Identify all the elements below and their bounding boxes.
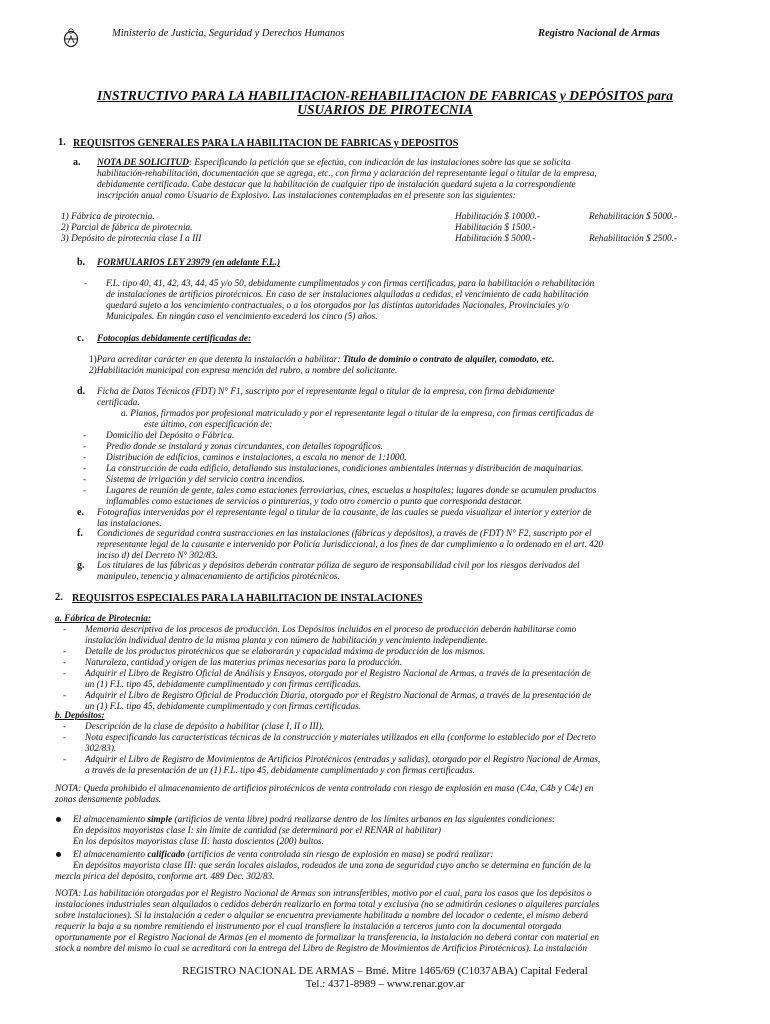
nota-habilitacion-line: oportunamente por el Registro Nacional de Armas (en el momento de formalizar la transferencia, la instalación no deberá contar con material en [55, 933, 599, 943]
ministry-name: Ministerio de Justicia, Seguridad y Derechos Humanos [112, 28, 345, 39]
item-d-line-2: certificada. [97, 398, 140, 408]
fabrica-item: Adquirir el Libro de Registro Oficial de Producción Diaria, otorgado por el Registro Nacional de Armas, a través de la presentación de [85, 691, 592, 701]
calificado-line-3: mezcla pírica del depósito, conforme art. 489 Dec. 302/83. [55, 872, 275, 882]
footer-address: REGISTRO NACIONAL DE ARMAS – Bmé. Mitre 1465/69 (C1037ABA) Capital Federal [182, 965, 588, 977]
deposito-item: Nota especificando las características técnicas de la construcción y materiales utilizados en ella (conforme lo establecido por el Decreto [85, 733, 596, 743]
item-b-line-1: F.L. tipo 40, 41, 42, 43, 44, 45 y/o 50, debidamente cumplimentados y con firmas certificadas, para la habilitación o rehabilitación [106, 279, 595, 289]
deposito-item: Descripción de la clase de depósito a habilitar (clase I, II o III). [85, 722, 325, 732]
planos-spec-item: Sistema de irrigación y del servicio contra incendios. [106, 475, 305, 485]
simple-post: (artificios de venta libre) podrá realizarse dentro de los límites urbanos en las siguientes condiciones: [172, 815, 556, 825]
item-g-letter: g. [77, 560, 85, 571]
nota-habilitacion-line: sobre instalaciones). Si la instalación a ceder o alquilar se encuentra previamente habilitada a nombre del locador o cedente, el mismo deberá [55, 911, 589, 921]
planos-spec-lugares-2: inflamables como estaciones de servicios o pinturerías, y todo otro comercio o punto que corresponda destacar. [106, 497, 523, 507]
simple-bold: simple [147, 815, 173, 825]
item-f-line-2: representante legal de la causante e intervenido por Policía Jurisdiccional, a los fines de dar cumplimiento a lo ordenado en el art. 420 [97, 540, 604, 550]
nota-habilitacion-line: requerir la baja a su nombre remitiendo el instrumento por el cual transfiere la instalación a terceros junto con la documental otorgada [55, 922, 562, 932]
title-line-1: INSTRUCTIVO PARA LA HABILITACION-REHABILITACION DE FABRICAS y DEPÓSITOS para [97, 88, 673, 103]
registry-name: Registro Nacional de Armas [538, 28, 660, 39]
fee-item: 1) Fábrica de pirotecnia. [61, 212, 155, 222]
fabrica-item-cont: un (1) F.L. tipo 45, debidamente cumplimentado y con firmas certificadas. [85, 702, 362, 712]
item-c-line-2: 2)Habilitación municipal con expresa mención del rubro, a nombre del solicitante. [89, 366, 398, 376]
fabrica-item: Detalle de los productos pirotécnicos que se elaborarán y capacidad máxima de producción de los mismos. [85, 647, 486, 657]
item-g-line-2: manipuleo, tenencia y almacenamiento de artificios pirotécnicos. [97, 572, 340, 582]
titulo-dominio-text: Titulo de dominio o contrato de alquiler, comodato, etc. [342, 355, 555, 365]
item-a-line-2: habilitación-rehabilitación, documentación que se agrega, etc., con firma y aclaración del representante legal o titular de la empresa, [97, 169, 597, 179]
national-seal-icon [62, 28, 80, 48]
item-a-line-1: : Especificando la petición que se efectúa, con indicación de las instalaciones sobre las que se solicita [188, 158, 571, 168]
item-a-letter: a. [73, 157, 81, 168]
nota-prohibicion-line-1: NOTA: Queda prohibido el almacenamiento de artificios pirotécnicos de venta controlada con riesgo de explosión en masa (C4a, C4b y C4c) en [55, 784, 594, 794]
item-e-line-1: Fotografías intervenidas por el representante legal o titular de la causante, de las cuales se pueda visualizar el interior y exterior de [97, 508, 592, 518]
planos-spec-item: Distribución de edificios, caminos e instalaciones, a escala no menor de 1:1000. [106, 453, 407, 463]
nota-habilitacion-line: NOTA: Las habilitación otorgadas por el Registro Nacional de Armas son intransferibles, motivo por el cual, para los casos que los depósitos o [55, 889, 592, 899]
item-d-letter: d. [77, 386, 86, 397]
deposito-item-cont: a través de la presentación de un (1) F.L. tipo 45, debidamente cumplimentado y con firmas certificadas. [85, 766, 475, 776]
planos-spec-item: Predio donde se instalará y zonas circundantes, con detalles topográficos. [106, 442, 383, 452]
planos-spec-item: Domicilio del Depósito o Fábrica. [106, 431, 235, 441]
fee-rehabilitacion: Rehabilitación $ 2500.- [589, 234, 678, 244]
footer-contact: Tel.: 4371-8989 – www.renar.gov.ar [305, 978, 465, 990]
fotocopias-label: Fotocopias debidamente certificadas de: [97, 334, 252, 344]
fee-item: 2) Parcial de fábrica de pirotecnia. [61, 223, 193, 233]
calificado-line-2: En depósitos mayorista clase III: que serán locales aislados, rodeados de una zona de seguridad cuyo ancho se determina en función de la [73, 861, 591, 871]
fee-habilitacion: Habilitación $ 5000.- [455, 234, 536, 244]
fee-habilitacion: Habilitación $ 1500.- [455, 223, 536, 233]
nota-habilitacion-line: stock a nombre del mismo lo cual se acreditará con la entrega del Libro de Registro de Movimientos de Artificios Pirotécnicos). La instalación [55, 944, 587, 954]
item-a-line-3: debidamente certificada. Cabe destacar que la habilitación de cualquier tipo de instalación quedará sujeta a la correspondiente [97, 180, 576, 190]
fabrica-item: Memoria descriptiva de los procesos de producción. Los Depósitos incluidos en el proceso de producción deberán habilitarse como [85, 625, 577, 635]
calificado-bold: calificado [147, 850, 186, 860]
item-b-line-2: de instalaciones de artificios pirotécnicos. En caso de ser instalaciones alquiladas a cedidas, el vencimiento de cada habilitación [106, 290, 589, 300]
simple-pre: El almacenamiento [73, 815, 148, 825]
item-b-letter: b. [77, 257, 86, 268]
planos-spec-lugares-1: Lugares de reunión de gente, tales como estaciones ferroviarias, cines, escuelas u hospitales; lugares donde se acumulen productos [106, 486, 597, 496]
fee-rehabilitacion: Rehabilitación $ 5000.- [589, 212, 678, 222]
fabrica-item-cont: instalación individual dentro de la misma planta y con número de habilitación y vencimiento independiente. [85, 636, 488, 646]
document-title [40, 89, 730, 117]
nota-solicitud-label: NOTA DE SOLICITUD [97, 158, 189, 168]
item-e-line-2: las instalaciones. [97, 519, 162, 529]
title-line-2: USUARIOS DE PIROTECNIA [297, 102, 473, 117]
fabrica-item-cont: un (1) F.L. tipo 45, debidamente cumplimentado y con firmas certificadas. [85, 680, 362, 690]
item-e-letter: e. [77, 507, 84, 518]
nota-prohibicion-line-2: zonas densamente pobladas. [55, 795, 162, 805]
calificado-post: (artificios de venta controlada sin riesgo de explosión en masa) se podrá realizar: [185, 850, 494, 860]
item-b-line-3: quedará sujeto a los vencimiento contractuales, o a los otorgados por las distintas autoridades Nacionales, Provinciales y/o [106, 301, 570, 311]
planos-spec-item: La construcción de cada edificio, detallando sus instalaciones, condiciones ambientales internas y distribución de maquinarias. [106, 464, 584, 474]
section-1-heading: REQUISITOS GENERALES PARA LA HABILITACION DE FABRICAS y DEPOSITOS [73, 138, 459, 149]
item-a-line-4: inscripción anual como Usuario de Explosivo. Las instalaciones contempladas en el presente son las siguientes: [97, 191, 516, 201]
document-page: Ministerio de Justicia, Seguridad y Derechos Humanos Registro Nacional de Armas INSTRUCTIVO PARA LA HABILITACION-REHABILITACION DE FABRICAS y DEPÓSITOS para USUARIOS DE PIROTECNIA 1. REQUISITOS GENERALES PARA LA HABILITACION DE FABRICAS y DEPOSITOS a. NOTA DE SOLICITUD: Especificando la petición que se efectúa, con indicación de las instalaciones sobre las que se solicita habilitación-rehabilitación, documentación que se agrega, etc., con firma y aclaración del representante legal o titular de la empresa, debidamente certificada. Cabe destacar que la habilitación de cualquier tipo de instalación quedará sujeta a la correspondiente inscripción anual como Usuario de Explosivo. Las instalaciones contempladas en el presente son las siguientes: 1) Fábrica de pirotecnia. Habilitación $ 10000.- Rehabilitación $ 5000.- 2) Parcial de fábrica de pirotecnia. Habilitación $ 1500.- 3) Depósito de pirotecnia clase I a III Habilitación $ 5000.- Rehabilitación $ 2500.- b. FORMULARIOS LEY 23979 (en adelante F.L.) - F.L. tipo 40, 41, 42, 43, 44, 45 y/o 50, debidamente cumplimentados y con firmas certificadas, para la habilitación o rehabilitación de instalaciones de artificios pirotécnicos. En caso de ser instalaciones alquiladas a cedidas, el vencimiento de cada habilitación quedará sujeto a los vencimiento contractuales, o a los otorgados por las distintas autoridades Nacionales, Provinciales y/o Municipales. En ningún caso el vencimiento excederá los cinco (5) años. c. Fotocopias debidamente certificadas de: 1)Para acreditar carácter en que detenta la instalación a habilitar: Titulo de dominio o contrato de alquiler, comodato, etc. 2)Habilitación municipal con expresa mención del rubro, a nombre del solicitante. d. Ficha de Datos Técnicos (FDT) N° F1, suscripto por el representante legal o titular de la empresa, con firma debidamente certificada. a. Planos, firmados por profesional matriculado y por el representante legal o titular de la empresa, con firmas certificadas de este último, con especificación de: - Domicilio del Depósito o Fábrica. - Predio donde se instalará y zonas circundantes, con detalles topográficos. - Distribución de edificios, caminos e instalaciones, a escala no menor de 1:1000. - La construcción de cada edificio, detallando sus instalaciones, condiciones ambientales internas y distribución de maquinarias. - Sistema de irrigación y del servicio contra incendios. - Lugares de reunión de gente, tales como estaciones ferroviarias, cines, escuelas u hospitales; lugares donde se acumulen productos inflamables como estaciones de servicios o pinturerías, y todo otro comercio o punto que corresponda destacar. e. Fotografías intervenidas por el representante legal o titular de la causante, de las cuales se pueda visualizar el interior y exterior de las instalaciones. f. Condiciones de seguridad contra sustracciones en las instalaciones (fábricas y depósitos), a través de (FDT) N° F2, suscripto por el representante legal de la causante e intervenido por Policía Jurisdiccional, a los fines de dar cumplimiento a lo ordenado en el art. 420 inciso d) del Decreto N° 302/83. g. Los titulares de las fábricas y depósitos deberán contratar póliza de seguro de responsabilidad civil por los riesgos derivados del manipuleo, tenencia y almacenamiento de artificios pirotécnicos. 2. REQUISITOS ESPECIALES PARA LA HABILITACION DE INSTALACIONES a. Fábrica de Pirotecnia: - Memoria descriptiva de los procesos de producción. Los Depósitos incluidos en el proceso de producción deberán habilitarse como instalación individual dentro de la misma planta y con número de habilitación y vencimiento independiente. - Detalle de los productos pirotécnicos que se elaborarán y capacidad máxima de producción de los mismos. - Naturaleza, cantidad y origen de las materias primas necesarias para la producción. - Adquirir el Libro de Registro Oficial de Análisis y Ensayos, otorgado por el Registro Nacional de Armas, a través de la presentación de un (1) F.L. tipo 45, debidamente cumplimentado y con firmas certificadas. - Adquirir el Libro de Registro Oficial de Producción Diaria, otorgado por el Registro Nacional de Armas, a través de la presentación de un (1) F.L. tipo 45, debidamente cumplimentado y con firmas certificadas. b. Depósitos: - Descripción de la clase de depósito a habilitar (clase I, II o III). - Nota especificando las características técnicas de la construcción y materiales utilizados en ella (conforme lo establecido por el Decreto 302/83). - Adquirir el Libro de Registro de Movimientos de Artificios Pirotécnicos (entradas y salidas), otorgado por el Registro Nacional de Armas, a través de la presentación de un (1) F.L. tipo 45, debidamente cumplimentado y con firmas certificadas. NOTA: Queda prohibido el almacenamiento de artificios pirotécnicos de venta controlada con riesgo de explosión en masa (C4a, C4b y C4c) en zonas densamente pobladas. El almacenamiento simple (artificios de venta libre) podrá realizarse dentro de los límites urbanos en las siguientes condiciones: En depósitos mayoristas clase I: sin límite de cantidad (se determinará por el RENAR al habilitar) En los depósitos mayoristas clase II: hasta doscientos (200) bultos. El almacenamiento calificado (artificios de venta controlada sin riesgo de explosión en masa) se podrá realizar: En depósitos mayorista clase III: que serán locales aislados, rodeados de una zona de seguridad cuyo ancho se determina en función de la mezcla pírica del depósito, conforme art. 489 Dec. 302/83. NOTA: Las habilitación otorgadas por el Registro Nacional de Armas son intransferibles, motivo por el cual, para los casos que los depósitos o instalaciones industriales sean alquilados o cedidos deberán realizarlo en forma total y exclusiva (no se admitirán cesiones o alquileres parciales sobre instalaciones). Si la instalación a ceder o alquilar se encuentra previamente habilitada a nombre del locador o cedente, el mismo deberá requerir la baja a su nombre remitiendo el instrumento por el cual transfiere la instalación a terceros junto con la documental otorgada oportunamente por el Registro Nacional de Armas (en el momento de formalizar la transferencia, la instalación no deberá contar con material en stock a nombre del mismo lo cual se acreditará con la entrega del Libro de Registro de Movimientos de Artificios Pirotécnicos). La instalación REGISTRO NACIONAL DE ARMAS – Bmé. Mitre 1465/69 (C1037ABA) Capital Federal Tel.: 4371-8989 – www.renar.gov.ar [0, 0, 770, 1024]
deposito-item-cont: 302/83). [85, 744, 117, 754]
section-2-number: 2. [55, 592, 63, 603]
item-c-letter: c. [77, 333, 84, 344]
fee-habilitacion: Habilitación $ 10000.- [455, 212, 540, 222]
fabrica-item: Adquirir el Libro de Registro Oficial de Análisis y Ensayos, otorgado por el Registro Nacional de Armas, a través de la presentación de [85, 669, 591, 679]
item-g-line-1: Los titulares de las fábricas y depósitos deberán contratar póliza de seguro de responsabilidad civil por los riesgos derivados del [97, 561, 580, 571]
nota-habilitacion-line: instalaciones industriales sean alquilados o cedidos deberán realizarlo en forma total y exclusiva (no se admitirán cesiones o alquileres parciales [55, 900, 600, 910]
item-d-line-1: Ficha de Datos Técnicos (FDT) N° F1, suscripto por el representante legal o titular de la empresa, con firma debidamente [97, 387, 555, 397]
deposito-item: Adquirir el Libro de Registro de Movimientos de Artificios Pirotécnicos (entradas y salidas), otorgado por el Registro Nacional de Armas, [85, 755, 601, 765]
section-1-number: 1. [58, 137, 66, 148]
bullet-icon [56, 852, 61, 857]
fabrica-pirotecnia-label: a. Fábrica de Pirotecnia: [55, 614, 152, 624]
simple-line-2: En depósitos mayoristas clase I: sin límite de cantidad (se determinará por el RENAR al habilitar) [73, 826, 441, 836]
item-f-line-1: Condiciones de seguridad contra sustracciones en las instalaciones (fábricas y depósitos), a través de (FDT) N° F2, suscripto por el [97, 529, 592, 539]
depositos-label: b. Depósitos: [55, 711, 105, 721]
fee-item: 3) Depósito de pirotecnia clase I a III [61, 234, 202, 244]
bullet-icon [56, 817, 61, 822]
page-header [0, 28, 770, 44]
fabrica-item: Naturaleza, cantidad y origen de las materias primas necesarias para la producción. [85, 658, 403, 668]
item-d-planos-1: a. Planos, firmados por profesional matriculado y por el representante legal o titular de la empresa, con firmas certificadas de [121, 409, 594, 419]
section-2-heading: REQUISITOS ESPECIALES PARA LA HABILITACION DE INSTALACIONES [72, 593, 423, 604]
calificado-pre: El almacenamiento [73, 850, 148, 860]
item-c-num-1: 1) [89, 355, 97, 365]
item-f-letter: f. [77, 528, 83, 539]
item-c-line-1: Para acreditar carácter en que detenta la instalación a habilitar: [96, 355, 343, 365]
item-d-planos-2: este último, con especificación de: [144, 420, 273, 430]
item-f-line-3: inciso d) del Decreto N° 302/83. [97, 551, 218, 561]
formularios-label: FORMULARIOS LEY 23979 (en adelante F.L.) [97, 258, 281, 268]
simple-line-3: En los depósitos mayoristas clase II: hasta doscientos (200) bultos. [73, 837, 324, 847]
item-b-line-4: Municipales. En ningún caso el vencimiento excederá los cinco (5) años. [106, 312, 378, 322]
